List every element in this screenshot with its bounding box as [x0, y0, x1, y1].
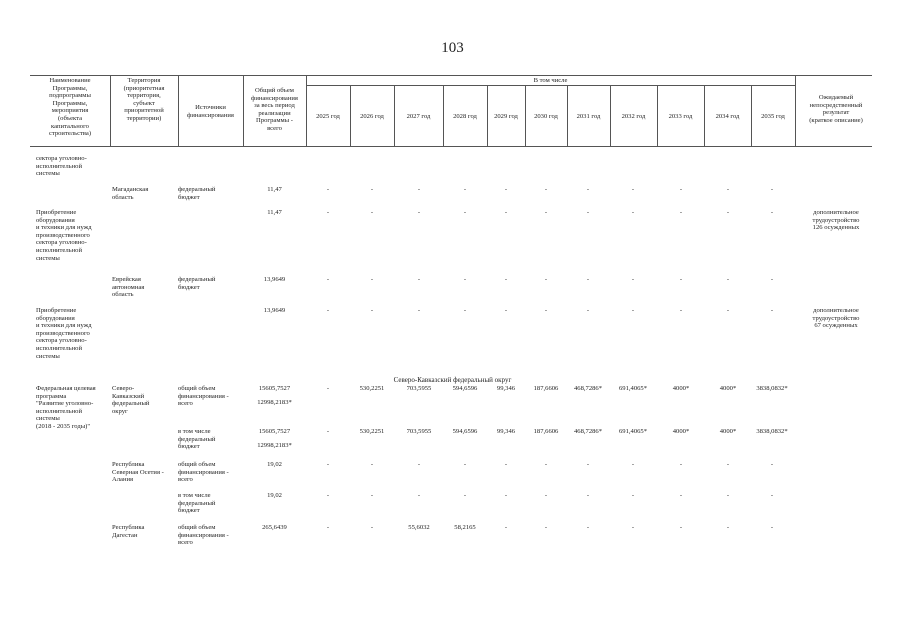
row-total: 19,02 [267, 461, 282, 468]
row-total: 15605,7527 [258, 385, 291, 392]
row-year-value: - [463, 492, 467, 499]
row-year-value: - [679, 276, 683, 283]
header-year: 2025 год [316, 113, 340, 120]
header-year: 2026 год [360, 113, 384, 120]
row-year-value: - [417, 276, 421, 283]
row-year-value: - [370, 186, 374, 193]
row-year-value: - [586, 461, 590, 468]
row-year-value: - [326, 276, 330, 283]
row-year-value: - [679, 209, 683, 216]
row-year-value: - [679, 461, 683, 468]
row-year-value: - [504, 276, 508, 283]
row-year-value: - [586, 307, 590, 314]
row-year-value: 530,2251 [359, 428, 385, 435]
row-year-value: - [370, 524, 374, 531]
row-year-value: - [544, 276, 548, 283]
row-year-value: - [544, 186, 548, 193]
row-year-value: - [463, 307, 467, 314]
header-territory: Территория (приоритетная территория, субъект приоритетной территории) [123, 77, 165, 122]
header-group-rule [306, 85, 795, 86]
row-source: федеральный бюджет [178, 276, 216, 291]
row-year-value: - [463, 276, 467, 283]
row-year-value: 3838,0832* [756, 385, 788, 392]
header-year: 2030 год [534, 113, 558, 120]
page-number: 103 [441, 40, 464, 56]
row-year-value: - [726, 307, 730, 314]
row-year-value: - [417, 461, 421, 468]
row-year-value: 703,5955 [406, 385, 432, 392]
row-year-value: - [326, 524, 330, 531]
row-year-value: - [504, 461, 508, 468]
region-title: Северо-Кавказский федеральный округ [393, 376, 512, 384]
header-year: 2031 год [576, 113, 601, 120]
header-year: 2033 год [668, 113, 693, 120]
row-year-value: 4000* [719, 428, 737, 435]
header-group: В том числе [533, 77, 568, 84]
row-source: федеральный бюджет [178, 186, 216, 201]
row-year-value: 99,346 [496, 428, 516, 435]
row-year-value: - [326, 461, 330, 468]
row-year-value: - [544, 492, 548, 499]
row-territory: Республика Дагестан [112, 524, 145, 539]
row-year-value: 691,4065* [618, 428, 648, 435]
row-year-value: - [726, 186, 730, 193]
row-total-2: 12998,2183* [257, 442, 292, 449]
header-year: 2034 год [715, 113, 740, 120]
row-total: 265,6439 [262, 524, 287, 531]
row-year-value: - [770, 492, 774, 499]
row-result: дополнительное трудоустройство 126 осужденных [812, 209, 860, 232]
row-year-value: - [417, 492, 421, 499]
row-year-value: - [463, 461, 467, 468]
row-name: Федеральная целевая программа "Развитие уголовно- исполнительной системы (2018 - 2035 годы)" [36, 385, 96, 430]
header-bottom-rule [30, 146, 872, 147]
row-year-value: - [463, 209, 467, 216]
row-year-value: - [586, 209, 590, 216]
header-top-rule [30, 75, 872, 76]
row-year-value: - [370, 492, 374, 499]
row-year-value: 3838,0832* [756, 428, 788, 435]
row-source: общий объем финансирования - всего [178, 461, 229, 484]
row-year-value: - [631, 492, 635, 499]
row-total: 19,02 [267, 492, 282, 499]
row-year-value: - [770, 186, 774, 193]
header-total: Общий объем финансирования за весь период реализации Программы - всего [251, 87, 298, 132]
header-year: 2028 год [453, 113, 477, 120]
row-year-value: - [631, 209, 635, 216]
row-year-value: - [370, 307, 374, 314]
row-total: 11,47 [267, 186, 282, 193]
row-year-value: 4000* [672, 428, 690, 435]
header-year: 2032 год [621, 113, 646, 120]
row-year-value: 691,4065* [618, 385, 648, 392]
row-result: дополнительное трудоустройство 67 осужденных [812, 307, 860, 330]
row-year-value: - [586, 186, 590, 193]
row-territory: Северо- Кавказский федеральный округ [112, 385, 150, 415]
row-year-value: - [726, 492, 730, 499]
row-year-value: - [504, 492, 508, 499]
row-year-value: - [770, 524, 774, 531]
row-year-value: 58,2165 [454, 524, 476, 531]
row-territory: Республика Северная Осетия - Алания [112, 461, 164, 484]
row-year-value: - [631, 461, 635, 468]
row-year-value: - [326, 209, 330, 216]
row-total: 13,9649 [263, 307, 286, 314]
row-year-value: 187,6606 [533, 428, 559, 435]
row-year-value: - [417, 186, 421, 193]
row-year-value: 594,6596 [452, 428, 478, 435]
row-year-value: - [631, 276, 635, 283]
row-year-value: - [504, 186, 508, 193]
row-year-value: 4000* [672, 385, 690, 392]
row-year-value: - [326, 385, 330, 392]
row-year-value: 55,6032 [408, 524, 430, 531]
row-name: Приобретение оборудования и техники для нужд производственного сектора уголовно- исполнительной системы [36, 209, 92, 262]
row-year-value: - [679, 524, 683, 531]
row-year-value: - [586, 276, 590, 283]
row-year-value: - [679, 492, 683, 499]
row-total: 13,9649 [263, 276, 286, 283]
row-year-value: - [586, 524, 590, 531]
row-year-value: 703,5955 [406, 428, 432, 435]
row-year-value: - [544, 307, 548, 314]
row-year-value: - [679, 307, 683, 314]
row-year-value: 468,7286* [573, 428, 603, 435]
row-year-value: - [544, 461, 548, 468]
row-year-value: - [504, 307, 508, 314]
row-year-value: - [770, 461, 774, 468]
fragment-text: сектора уголовно- исполнительной системы [36, 155, 87, 178]
row-year-value: - [631, 524, 635, 531]
row-year-value: - [631, 307, 635, 314]
row-year-value: - [770, 307, 774, 314]
row-year-value: 594,6596 [452, 385, 478, 392]
row-year-value: 530,2251 [359, 385, 385, 392]
row-year-value: - [631, 186, 635, 193]
row-source: в том числе федеральный бюджет [178, 428, 216, 451]
row-year-value: 187,6606 [533, 385, 559, 392]
row-year-value: - [370, 276, 374, 283]
header-name: Наименование Программы, подпрограммы Программы, мероприятия (объекта капитального строительства) [48, 77, 92, 138]
row-year-value: - [586, 492, 590, 499]
row-year-value: - [726, 524, 730, 531]
header-source: Источники финансирования [187, 104, 234, 119]
row-total: 11,47 [267, 209, 282, 216]
row-year-value: - [679, 186, 683, 193]
header-result: Ожидаемый непосредственный результат (краткое описание) [809, 94, 863, 124]
row-year-value: - [504, 524, 508, 531]
row-year-value: - [463, 186, 467, 193]
row-year-value: - [544, 524, 548, 531]
row-year-value: - [726, 276, 730, 283]
row-year-value: 4000* [719, 385, 737, 392]
row-year-value: - [326, 428, 330, 435]
row-year-value: - [326, 307, 330, 314]
row-source: общий объем финансирования - всего [178, 524, 229, 547]
row-territory: Магаданская область [112, 186, 149, 201]
row-total-2: 12998,2183* [257, 399, 292, 406]
row-source: общий объем финансирования - всего [178, 385, 229, 408]
row-name: Приобретение оборудования и техники для нужд производственного сектора уголовно- исполнительной системы [36, 307, 92, 360]
row-year-value: 99,346 [496, 385, 516, 392]
row-year-value: - [370, 461, 374, 468]
header-year: 2027 год [406, 113, 431, 120]
row-year-value: - [326, 186, 330, 193]
row-year-value: - [504, 209, 508, 216]
row-year-value: - [726, 461, 730, 468]
row-year-value: - [370, 209, 374, 216]
row-year-value: - [417, 209, 421, 216]
row-year-value: - [726, 209, 730, 216]
header-year: 2035 год [761, 113, 785, 120]
row-year-value: - [770, 276, 774, 283]
row-total: 15605,7527 [258, 428, 291, 435]
header-col-divider-3 [306, 75, 307, 146]
row-source: в том числе федеральный бюджет [178, 492, 216, 515]
header-year: 2029 год [494, 113, 518, 120]
row-year-value: 468,7286* [573, 385, 603, 392]
row-year-value: - [326, 492, 330, 499]
row-year-value: - [770, 209, 774, 216]
row-year-value: - [544, 209, 548, 216]
row-year-value: - [417, 307, 421, 314]
row-territory: Еврейская автономная область [112, 276, 145, 299]
